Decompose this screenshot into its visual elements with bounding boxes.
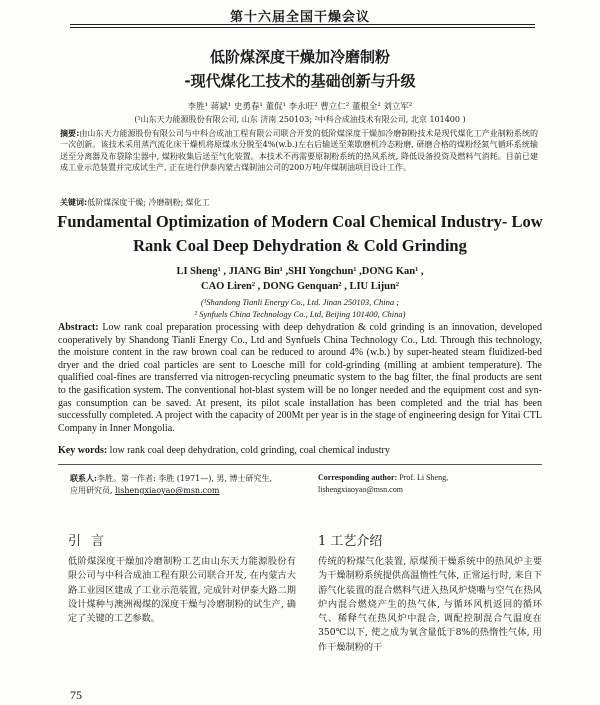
cn-abstract: [60, 128, 538, 174]
header-rule: [70, 24, 535, 25]
cn-title-line1: 低阶煤深度干燥加冷磨制粉: [209, 48, 390, 66]
footnote-right-email[interactable]: lishengxiaoyao@msn.com: [318, 485, 403, 494]
running-header: 第十六届全国干燥会议: [229, 10, 370, 25]
section1-body: 传统的粉煤气化装置, 原煤预干燥系统中的热风炉主要为干燥制粉系统提供高温惰性气体, 正常运行时, 来自下游气化装置的混合燃料气进入热风炉烧嘴与空气在热风炉内混合燃烧产生的热气体, 与循环风机返回的循环气、稀释气在热风炉中混合, 调配控制混合气温度在350℃以下, 使之成为氧含量低于8%的热惰性气体, 用作干燥制粉的干: [318, 556, 542, 653]
cn-affiliation: (¹山东天力能源股份有限公司, 山东 济南 250103; ²中科合成油技术有限公司, 北京 101400 ): [134, 115, 466, 124]
footnote-left: [70, 472, 280, 497]
en-authors-line2: CAO Liren² , DONG Genquan² , LIU Lijun²: [201, 281, 399, 292]
en-keywords: [58, 445, 542, 456]
en-abstract-label: Abstract:: [58, 322, 99, 333]
en-authors-line1: LI Sheng¹ , JIANG Bin¹ ,SHI Yongchun¹ ,DONG Kan¹ ,: [176, 266, 424, 277]
section1-heading: 1 工艺介绍: [318, 534, 383, 549]
en-title-line2: Rank Coal Deep Dehydration & Cold Grinding: [133, 236, 467, 255]
intro-heading: 引言: [68, 534, 115, 549]
en-keywords-text: low rank coal deep dehydration, cold grinding, coal chemical industry: [109, 445, 390, 456]
cn-title-line2: -现代煤化工技术的基础创新与升级: [184, 72, 416, 90]
cn-abstract-text: 由山东天力能源股份有限公司与中科合成油工程有限公司联合开发的低阶煤深度干燥加冷磨制粉技术是现代煤化工产业制粉系统的一次创新。该技术采用蒸汽流化床干燥机将原煤水分脱至4%(w.b.)左右后输送至莱歇磨机冷态粉磨, 研磨合格的煤粉经氮气循环系统输送至分离器及布袋除尘器中, 煤粉收集后送至气化装置。本技术不再需要原制粉系统的热风系统, 降低设备投资及燃料气消耗。目前已建成工业示范装置并完成试生产, 正在进行伊泰内蒙古煤制油公司的200万吨/年煤制油项目设计工作。: [60, 129, 538, 173]
en-title-line1: Fundamental Optimization of Modern Coal Chemical Industry- Low: [57, 212, 543, 231]
cn-keywords-text: 低阶煤深度干燥; 冷磨制粉; 煤化工: [87, 198, 210, 207]
footnote-right: [318, 472, 538, 496]
footnote-left-text: 李胜。第一作者: 李胜 (1971—), 男, 博士研究生, 应用研究员,: [70, 474, 273, 495]
en-abstract: [58, 322, 542, 435]
footnote-right-text: Prof. Li Sheng,: [399, 473, 449, 482]
cn-authors: 李胜¹ 蒋斌¹ 史勇春¹ 董侃¹ 李永旺² 曹立仁² 董根全² 刘立军²: [187, 102, 413, 112]
footnote-separator: [58, 464, 542, 465]
intro-body: 低阶煤深度干燥加冷磨制粉工艺由山东天力能源股份有限公司与中科合成油工程有限公司联合开发, 在内蒙古大路工业园区建成了工业示范装置, 完成针对伊泰大路二期设计煤种与澳洲褐煤的深度干燥与冷磨制粉的试生产, 确定了关键的工艺参数。: [68, 556, 296, 625]
footnote-left-label: 联系人:: [70, 473, 97, 483]
en-abstract-text: Low rank coal preparation processing with deep dehydration & cold grinding is an innovation, developed cooperatively by Shandong Tianli Energy Co., Ltd and Synfuels China Technology Co., Ltd. Through this technology, the moisture content in the raw brown coal can be reduced to around 4% (w.b.) by super-heated steam fluidized-bed dryer and the dried coal particles are sent to Loesche mill for cold-grinding (milling at ambient temperature). The qualified coal-fines are transferred via nitrogen-recycling pneumatic system to the bag filter, the final products are sent to the gasification system. The conventional hot-blast system will be no longer needed and the equipment cost and syn-gas consumption can be saved. At present, its pilot scale installation has been completed and the trial has been successfully completed. A project with the capacity of 200Mt per year is in the stage of engineering design for Yitai CTL Company in Inner Mongolia.: [58, 322, 542, 434]
cn-keywords: [60, 197, 538, 208]
cn-keywords-label: 关键词:: [60, 198, 88, 207]
header-rule-2: [70, 27, 535, 28]
en-affiliation-1: (¹Shandong Tianli Energy Co., Ltd. Jinan 250103, China ;: [200, 297, 400, 307]
en-keywords-label: Key words:: [58, 445, 108, 456]
cn-abstract-label: 摘要:: [60, 129, 80, 138]
en-affiliation-2: ² Synfuels China Technology Co., Ltd, Beijing 101400, China): [194, 309, 406, 319]
footnote-left-email[interactable]: lishengxiaoyao@msn.com: [115, 486, 220, 495]
page-number: 75: [70, 688, 82, 702]
footnote-right-label: Corresponding author:: [318, 473, 398, 482]
